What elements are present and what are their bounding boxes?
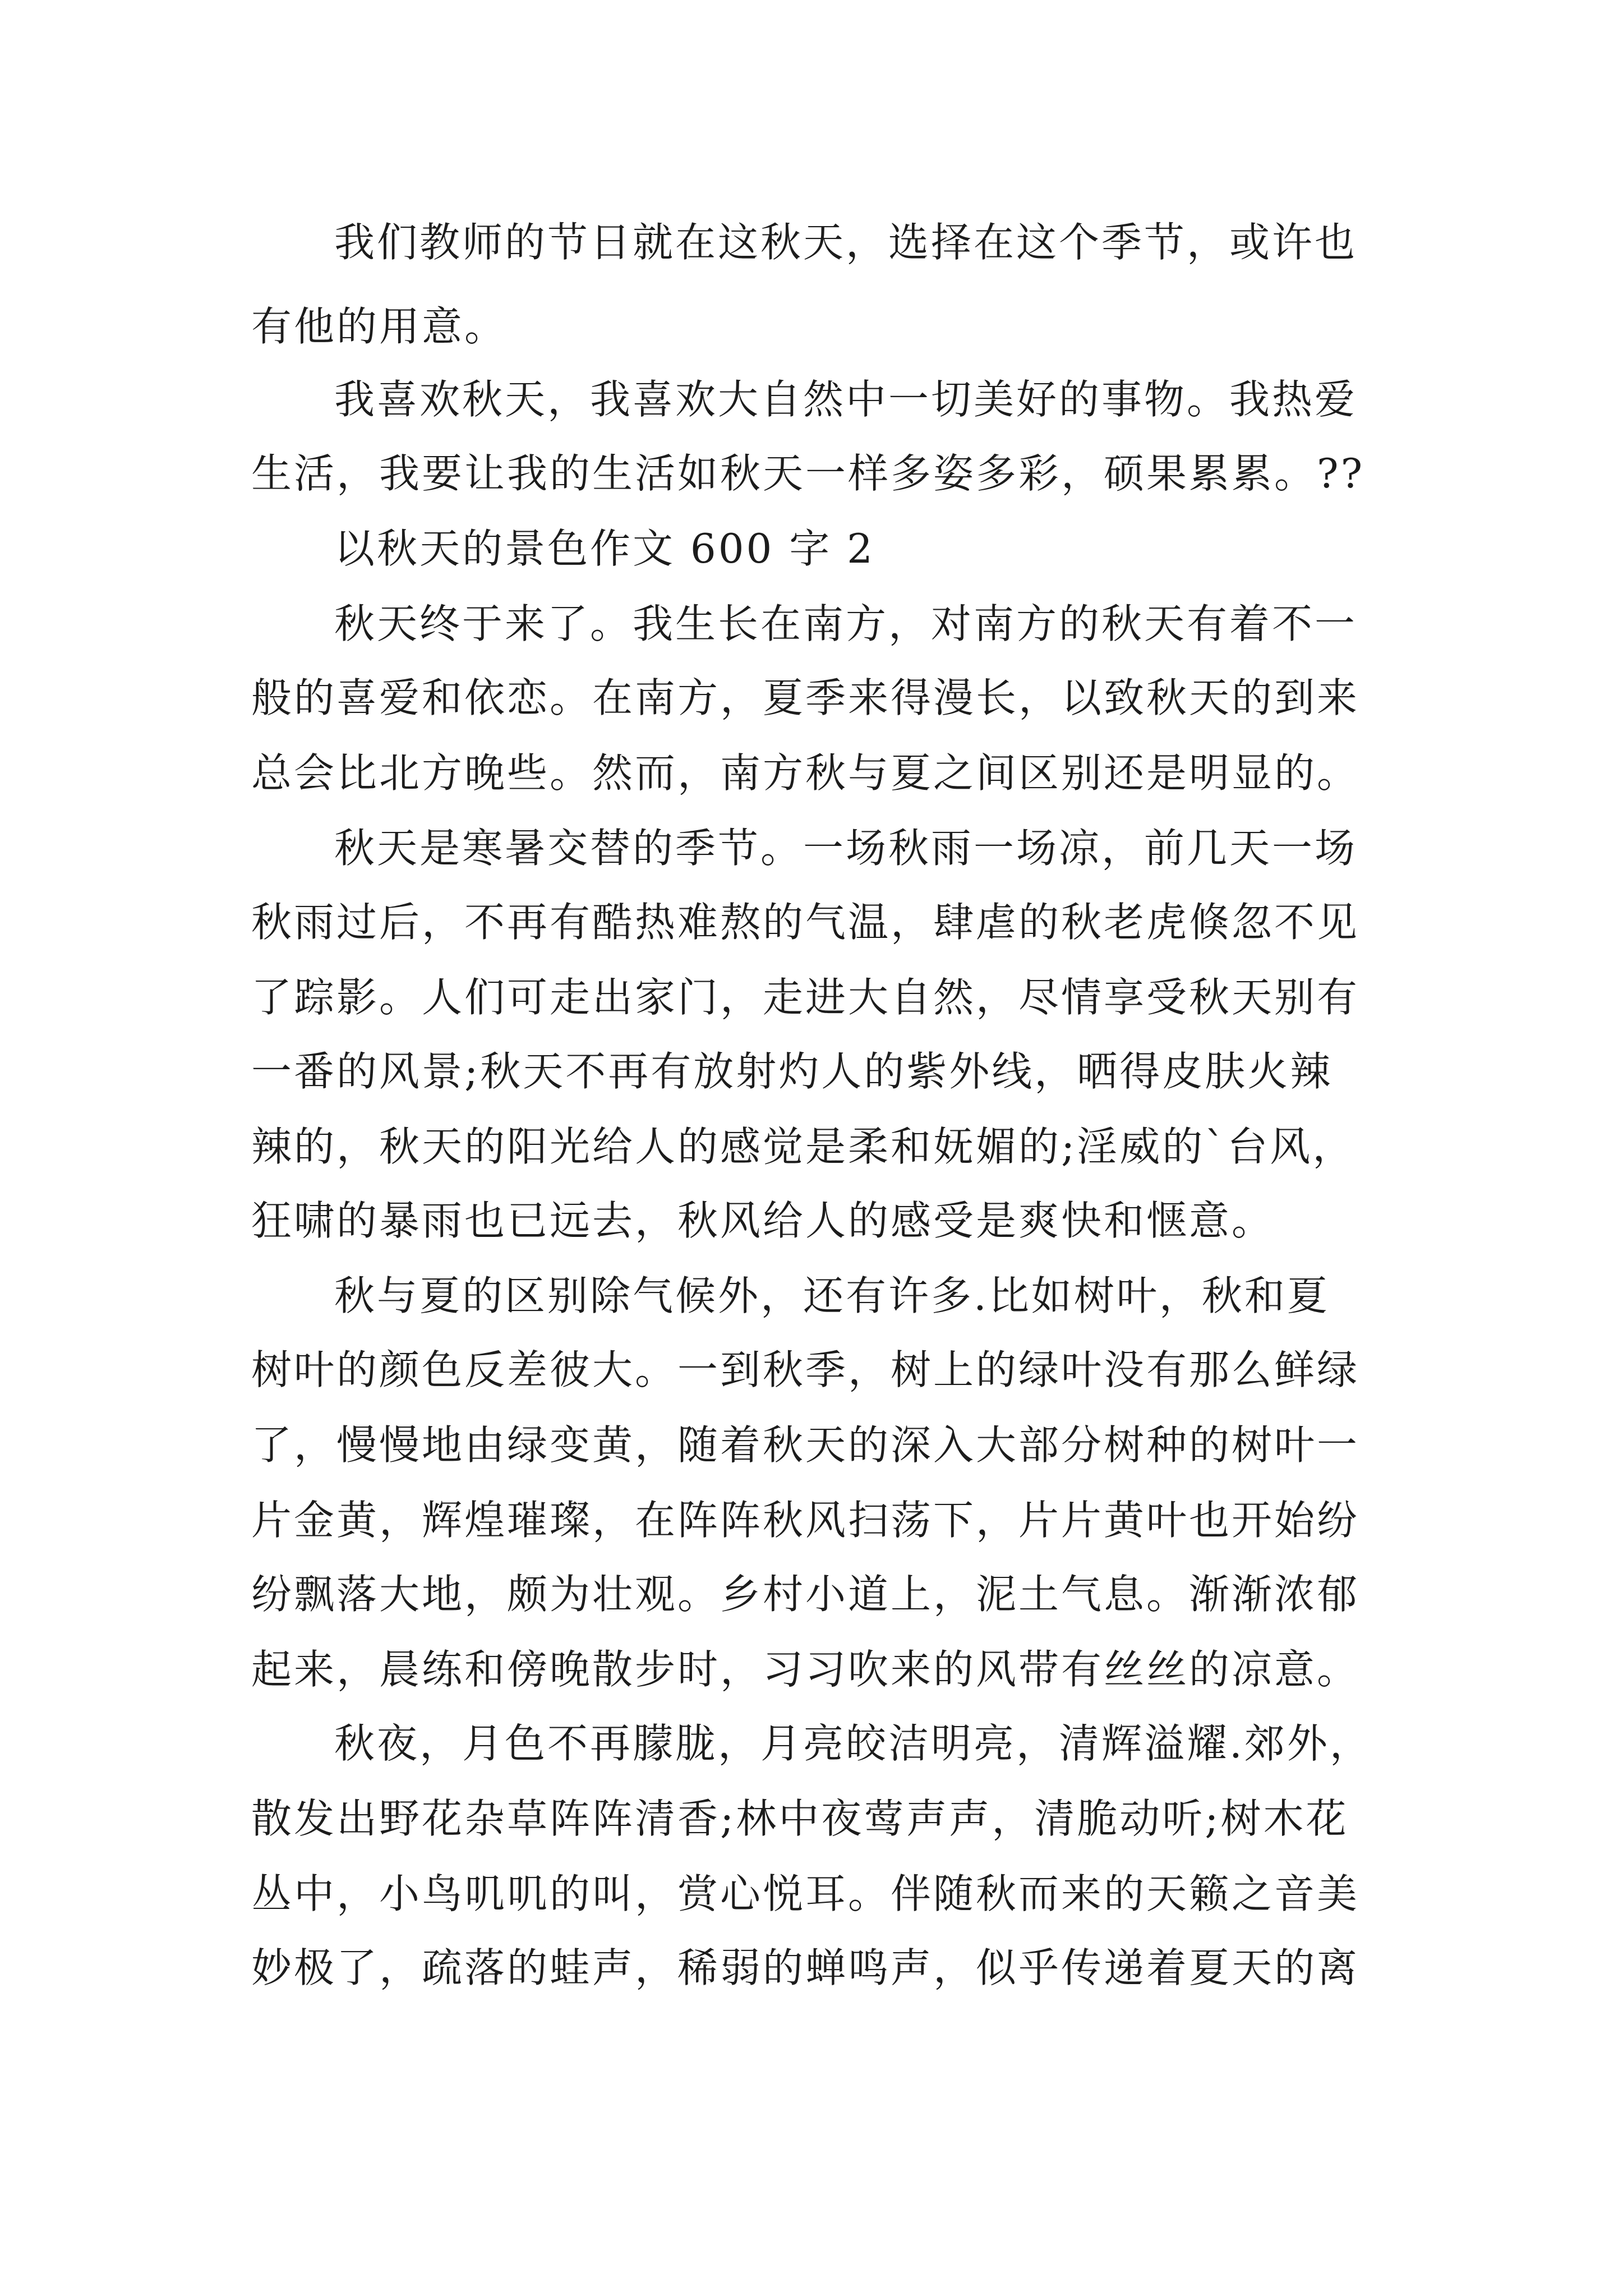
text-line: 总会比北方晚些。然而，南方秋与夏之间区别还是明显的。 xyxy=(251,749,1360,797)
text-line: 秋夜，月色不再朦胧，月亮皎洁明亮，清辉溢耀.郊外， xyxy=(334,1720,1372,1767)
text-line: 有他的用意。 xyxy=(251,303,508,350)
text-line: 生活，我要让我的生活如秋天一样多姿多彩，硕果累累。?? xyxy=(251,450,1365,497)
text-line: 般的喜爱和依恋。在南方，夏季来得漫长，以致秋天的到来 xyxy=(251,674,1360,721)
text-line: 丛中，小鸟叽叽的叫，赏心悦耳。伴随秋而来的天籁之音美 xyxy=(251,1870,1360,1917)
text-line: 起来，晨练和傍晚散步时，习习吹来的风带有丝丝的凉意。 xyxy=(251,1646,1360,1693)
text-line: 了，慢慢地由绿变黄，随着秋天的深入大部分树种的树叶一 xyxy=(251,1421,1360,1469)
text-line: 秋天终于来了。我生长在南方，对南方的秋天有着不一 xyxy=(334,600,1358,647)
section-title: 以秋天的景色作文 600 字 2 xyxy=(334,525,875,572)
text-line: 我们教师的节日就在这秋天，选择在这个季节，或许也 xyxy=(334,219,1358,266)
text-line: 了踪影。人们可走出家门，走进大自然，尽情享受秋天别有 xyxy=(251,974,1360,1021)
text-line: 树叶的颜色反差彼大。一到秋季，树上的绿叶没有那么鲜绿 xyxy=(251,1346,1360,1393)
text-line: 狂啸的暴雨也已远去，秋风给人的感受是爽快和惬意。 xyxy=(251,1197,1275,1244)
text-line: 散发出野花杂草阵阵清香;林中夜莺声声，清脆动听;树木花 xyxy=(251,1795,1349,1842)
text-line: 秋与夏的区别除气候外，还有许多.比如树叶，秋和夏 xyxy=(334,1272,1330,1319)
text-line: 辣的，秋天的阳光给人的感觉是柔和妩媚的;淫威的`台风， xyxy=(251,1123,1355,1170)
text-line: 妙极了，疏落的蛙声，稀弱的蝉鸣声，似乎传递着夏天的离 xyxy=(251,1944,1360,1991)
text-line: 我喜欢秋天，我喜欢大自然中一切美好的事物。我热爱 xyxy=(334,376,1358,423)
text-line: 秋雨过后，不再有酷热难熬的气温，肆虐的秋老虎倏忽不见 xyxy=(251,899,1360,946)
text-line: 片金黄，辉煌璀璨，在阵阵秋风扫荡下，片片黄叶也开始纷 xyxy=(251,1497,1360,1544)
text-line: 一番的风景;秋天不再有放射灼人的紫外线，晒得皮肤火辣 xyxy=(251,1048,1333,1095)
text-line: 秋天是寒暑交替的季节。一场秋雨一场凉，前几天一场 xyxy=(334,825,1358,872)
text-line: 纷飘落大地，颇为壮观。乡村小道上，泥土气息。渐渐浓郁 xyxy=(251,1571,1360,1618)
